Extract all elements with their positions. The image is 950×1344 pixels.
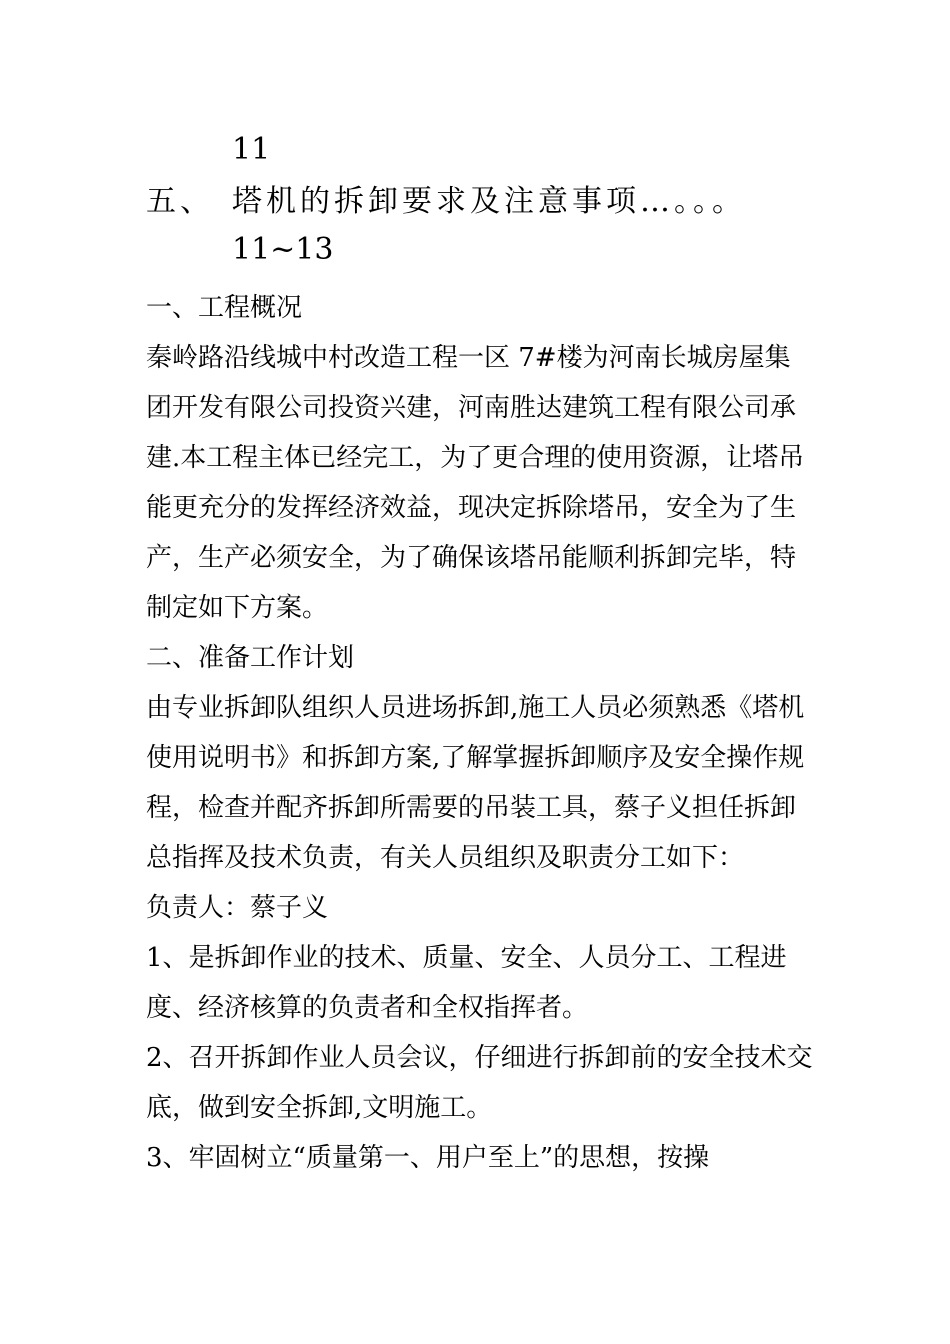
toc-page-ref: 11 <box>232 132 271 167</box>
section-heading-overview: 一、工程概况 <box>146 293 303 323</box>
toc-item-5 <box>146 180 946 224</box>
duty-item-3: 3、牢固树立“质量第一、用户至上”的思想，按操 <box>146 1143 710 1173</box>
toc-item-5-pages: 11~13 <box>232 232 334 267</box>
preparation-paragraph: 由专业拆卸队组织人员进场拆卸,施工人员必须熟悉《塔机使用说明书》和拆卸方案,了解掌握拆卸顺序及安全操作规程，检查并配齐拆卸所需要的吊装工具，蔡子义担任拆卸总指挥及技术负责，有关人员组织及职责分工如下： <box>146 693 805 873</box>
duty-item-1: 1、是拆卸作业的技术、质量、安全、人员分工、工程进度、经济核算的负责者和全权指挥者。 <box>146 943 787 1023</box>
overview-paragraph: 秦岭路沿线城中村改造工程一区 7#楼为河南长城房屋集团开发有限公司投资兴建，河南胜达建筑工程有限公司承建.本工程主体已经完工，为了更合理的使用资源，让塔吊能更充分的发挥经济效益，现决定拆除塔吊，安全为了生产，生产必须安全，为了确保该塔吊能顺利拆卸完毕，特制定如下方案。 <box>146 343 805 623</box>
toc-item-5-title: 塔机的拆卸要求及注意事项…。。。 <box>232 184 746 219</box>
document-body <box>146 283 816 1183</box>
responsible-person: 负责人：蔡子义 <box>146 893 329 923</box>
toc-item-5-index: 五、 <box>146 184 214 219</box>
duty-item-2: 2、召开拆卸作业人员会议，仔细进行拆卸前的安全技术交底，做到安全拆卸,文明施工。 <box>146 1043 813 1123</box>
section-heading-preparation: 二、准备工作计划 <box>146 643 355 673</box>
